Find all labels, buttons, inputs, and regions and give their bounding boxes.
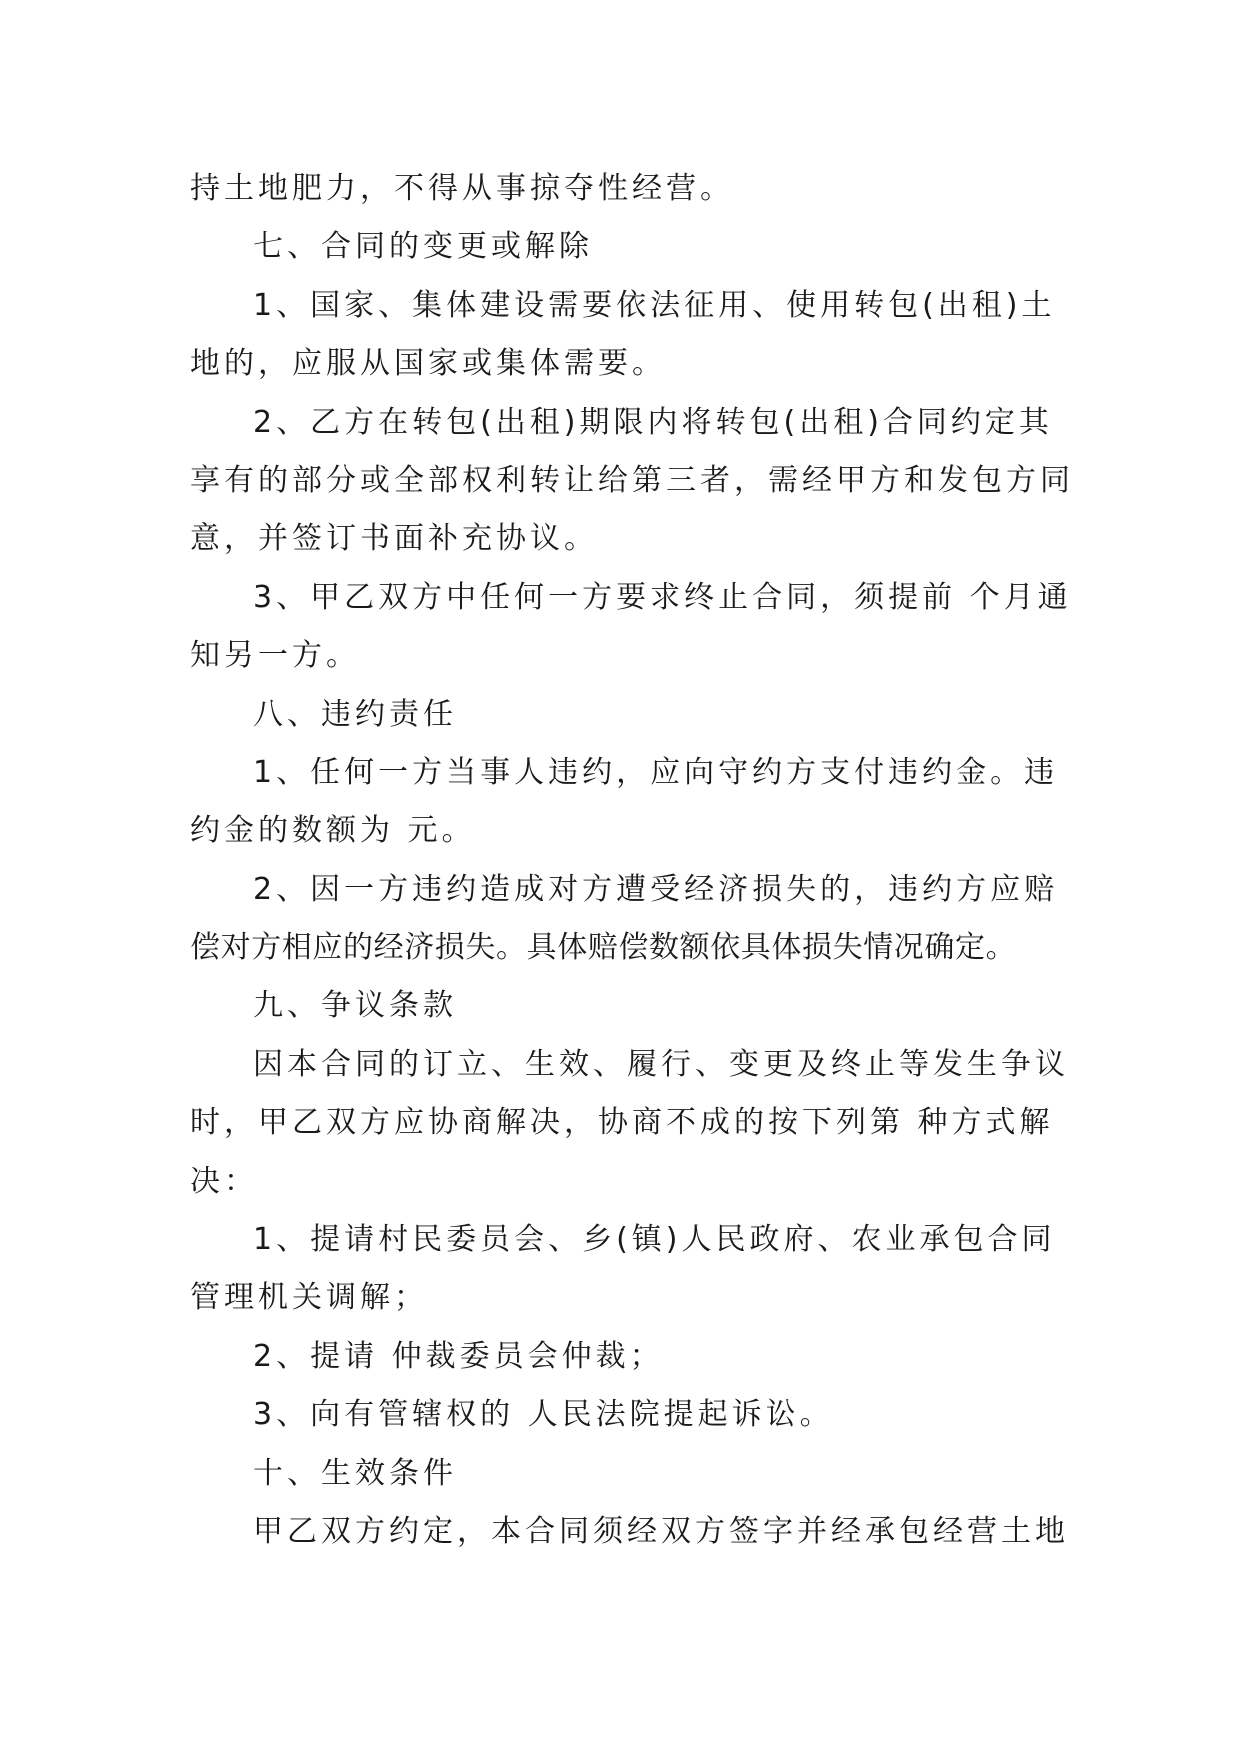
text-line: 地的，应服从国家或集体需要。 [190,346,666,382]
document-body [190,160,1074,1561]
clause-9-intro: 因本合同的订立、生效、履行、变更及终止等发生争议 [253,1046,1069,1082]
text-line: 管理机关调解； [190,1280,428,1316]
section-heading-9: 九、争议条款 [253,988,457,1024]
text-line: 偿对方相应的经济损失。具体赔偿数额依具体损失情况确定。 [190,930,1017,966]
clause-9-3: 3、向有管辖权的 人民法院提起诉讼。 [253,1397,834,1433]
text-line: 享有的部分或全部权利转让给第三者，需经甲方和发包方同 [190,462,1074,498]
text-line: 知另一方。 [190,638,360,674]
clause-7-2: 2、乙方在转包(出租)期限内将转包(出租)合同约定其 [253,404,1053,440]
clause-7-3: 3、甲乙双方中任何一方要求终止合同，须提前 个月通 [253,579,1072,615]
text-line: 意，并签订书面补充协议。 [190,521,598,557]
text-line: 持土地肥力，不得从事掠夺性经营。 [190,171,734,206]
clause-10-text: 甲乙双方约定，本合同须经双方签字并经承包经营土地 [253,1513,1069,1549]
clause-7-1: 1、国家、集体建设需要依法征用、使用转包(出租)土 [253,287,1056,323]
clause-8-2: 2、因一方违约造成对方遭受经济损失的，违约方应赔 [253,871,1059,907]
text-line: 决： [190,1163,258,1199]
section-heading-7: 七、合同的变更或解除 [253,229,593,265]
section-heading-10: 十、生效条件 [253,1455,457,1491]
text-line: 约金的数额为 元。 [190,813,476,849]
clause-9-1: 1、提请村民委员会、乡(镇)人民政府、农业承包合同 [253,1222,1056,1258]
clause-9-2: 2、提请 仲裁委员会仲裁； [253,1338,664,1374]
clause-8-1: 1、任何一方当事人违约，应向守约方支付违约金。违 [253,754,1059,790]
section-heading-8: 八、违约责任 [253,696,457,732]
text-line: 时，甲乙双方应协商解决，协商不成的按下列第 种方式解 [190,1105,1054,1141]
